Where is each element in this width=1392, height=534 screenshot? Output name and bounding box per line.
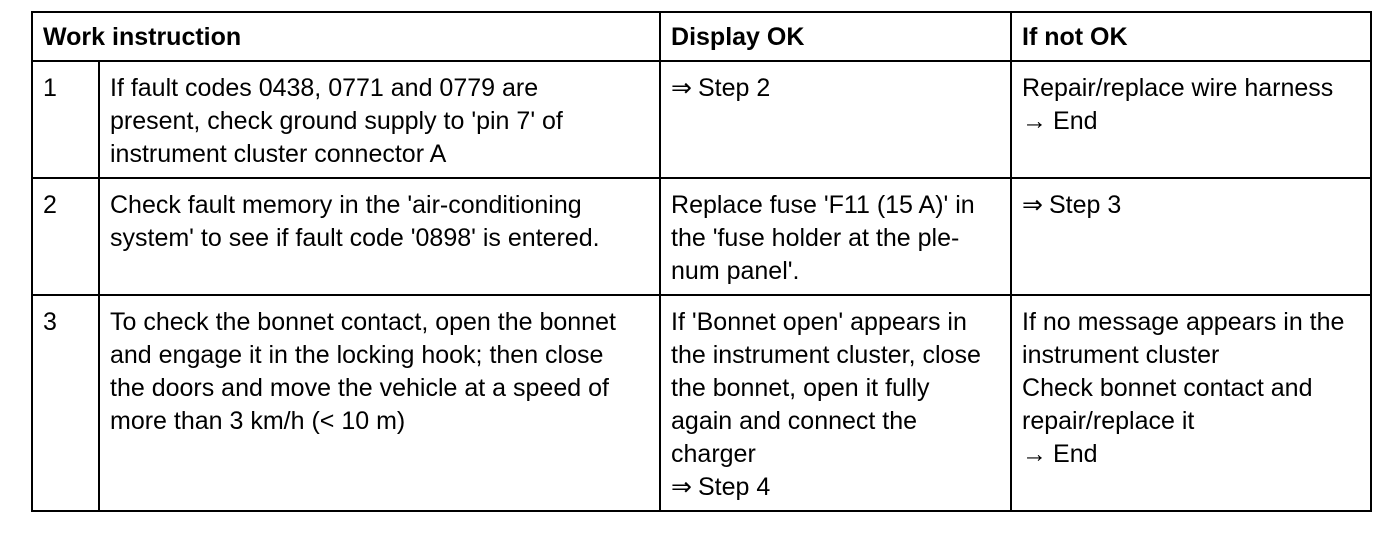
table-row <box>32 178 1371 295</box>
if-not-ok-cell <box>1011 178 1371 295</box>
line-text: Step 3 <box>1048 191 1122 219</box>
if-not-ok-cell <box>1011 295 1371 511</box>
instruction-line: instrument cluster connector A <box>110 140 447 168</box>
if-not-ok-line <box>1022 105 1360 138</box>
line-text: the bonnet, open it fully <box>671 374 930 402</box>
display-ok-line <box>671 438 1000 471</box>
line-text: If no message appears in the <box>1022 308 1345 336</box>
display-ok-line <box>671 405 1000 438</box>
if-not-ok-line <box>1022 372 1360 405</box>
display-ok-cell <box>660 178 1011 295</box>
instruction-line: system' to see if fault code '0898' is entered. <box>110 224 600 252</box>
line-text: End <box>1053 440 1098 468</box>
if-not-ok-cell <box>1011 61 1371 178</box>
header-work-instruction: Work instruction <box>32 12 660 61</box>
line-text: repair/replace it <box>1022 407 1195 435</box>
instruction-line: more than 3 km/h (< 10 m) <box>110 407 406 435</box>
header-row <box>32 12 1371 61</box>
instruction-line: present, check ground supply to 'pin 7' of <box>110 107 563 135</box>
display-ok-line <box>671 471 1000 504</box>
instruction-line: To check the bonnet contact, open the bonnet <box>110 308 616 336</box>
header-if-not-ok: If not OK <box>1011 12 1371 61</box>
display-ok-line <box>671 306 1000 339</box>
line-text: End <box>1053 107 1098 135</box>
step-number: 2 <box>32 178 99 295</box>
work-instruction-table <box>31 11 1372 512</box>
if-not-ok-line <box>1022 405 1360 438</box>
instruction-line: Check fault memory in the 'air-conditioning <box>110 191 582 219</box>
double-arrow-icon: ⇒ <box>1022 191 1043 219</box>
line-text: If 'Bonnet open' appears in <box>671 308 967 336</box>
line-text: the instrument cluster, close <box>671 341 981 369</box>
instruction-line: If fault codes 0438, 0771 and 0779 are <box>110 74 539 102</box>
table-row <box>32 61 1371 178</box>
line-text: Check bonnet contact and <box>1022 374 1313 402</box>
display-ok-line <box>671 189 1000 222</box>
table-row <box>32 295 1371 511</box>
instruction-line: and engage it in the locking hook; then close <box>110 341 604 369</box>
line-text: Step 4 <box>697 473 771 501</box>
if-not-ok-line <box>1022 72 1360 105</box>
line-text: Replace fuse 'F11 (15 A)' in <box>671 191 975 219</box>
arrow-icon: → <box>1022 440 1048 468</box>
line-text: Step 2 <box>697 74 771 102</box>
line-text: charger <box>671 440 756 468</box>
display-ok-line <box>671 255 1000 288</box>
display-ok-line <box>671 372 1000 405</box>
display-ok-line <box>671 339 1000 372</box>
instruction-cell <box>99 61 660 178</box>
line-text: num panel'. <box>671 257 800 285</box>
instruction-cell <box>99 178 660 295</box>
line-text: again and connect the <box>671 407 918 435</box>
step-number: 3 <box>32 295 99 511</box>
if-not-ok-line <box>1022 438 1360 471</box>
line-text: instrument cluster <box>1022 341 1220 369</box>
instruction-line: the doors and move the vehicle at a speed of <box>110 374 609 402</box>
table-body <box>32 61 1371 511</box>
step-number: 1 <box>32 61 99 178</box>
if-not-ok-line <box>1022 306 1360 339</box>
if-not-ok-line <box>1022 189 1360 222</box>
header-display-ok: Display OK <box>660 12 1011 61</box>
double-arrow-icon: ⇒ <box>671 473 692 501</box>
line-text: the 'fuse holder at the ple- <box>671 224 960 252</box>
display-ok-line <box>671 72 1000 105</box>
display-ok-cell <box>660 295 1011 511</box>
display-ok-cell <box>660 61 1011 178</box>
arrow-icon: → <box>1022 107 1048 135</box>
if-not-ok-line <box>1022 339 1360 372</box>
double-arrow-icon: ⇒ <box>671 74 692 102</box>
instruction-cell <box>99 295 660 511</box>
line-text: Repair/replace wire harness <box>1022 74 1334 102</box>
display-ok-line <box>671 222 1000 255</box>
